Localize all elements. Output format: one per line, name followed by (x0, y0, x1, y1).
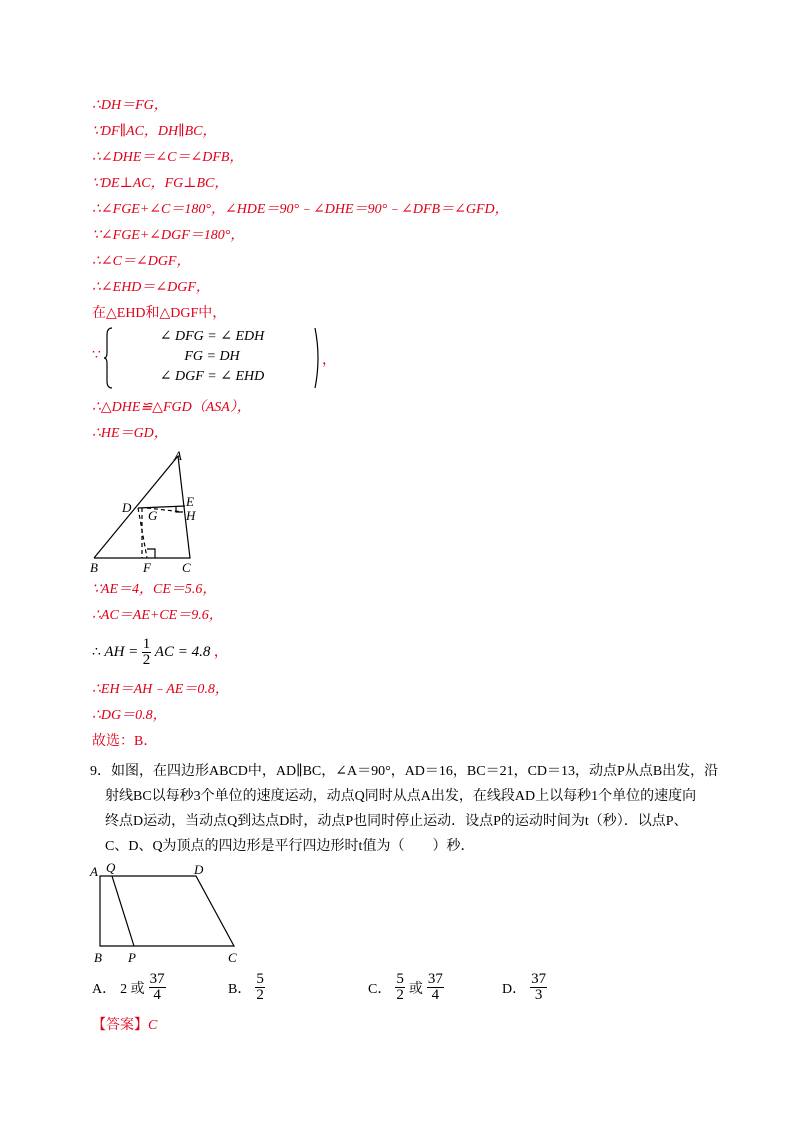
trapezoid-outline (100, 876, 234, 946)
answer-value: C (148, 1018, 158, 1033)
point-label: B (90, 560, 98, 575)
solution-line: ∴DH＝FG， (92, 98, 168, 113)
solution-line: ∵AE＝4，CE＝5.6， (92, 582, 217, 597)
point-label: G (148, 508, 158, 523)
solution-line: ∴△DHE≌△FGD（ASA）， (92, 400, 251, 415)
option-b[interactable]: B． $\frac{5}{2}$ (228, 971, 264, 1003)
system-row: ∠ DFG = ∠ EDH (159, 329, 265, 344)
point-label: D (122, 500, 132, 515)
question-9 (90, 759, 730, 859)
point-label: A (90, 864, 98, 879)
solution-line: ∴∠FGE+∠C＝180°，∠HDE＝90°﹣∠DHE＝90°﹣∠DFB＝∠GFD， (92, 202, 509, 217)
answer-line (92, 1016, 157, 1036)
because-symbol: ∵ (92, 348, 101, 363)
fraction-numerator: 1 (142, 636, 151, 653)
point-label: A (174, 448, 182, 463)
fraction: $\frac{37}{4}$ (427, 971, 443, 1003)
option-d[interactable]: D． $\frac{37}{3}$ (502, 971, 547, 1003)
fraction: $\frac{37}{3}$ (531, 971, 547, 1003)
solution-line: ∴AC＝AE+CE＝9.6， (92, 608, 223, 623)
point-label: E (186, 494, 194, 509)
question-number: 9． (90, 764, 111, 779)
solution-line: ∴∠EHD＝∠DGF， (92, 280, 210, 295)
solution-line: ∴HE＝GD， (92, 426, 168, 441)
question-line: 终点D运动，当动点Q到达点D时，动点P也同时停止运动．设点P的运动时间为t（秒）．以点P、 (105, 814, 688, 829)
point-label: D (194, 862, 204, 877)
right-paren (314, 327, 322, 389)
therefore-symbol: ∴ (92, 645, 101, 660)
solution-line: ∵DE⊥AC，FG⊥BC， (92, 176, 229, 191)
triangle-figure (88, 448, 228, 578)
option-a[interactable]: A． 2 或 $\frac{37}{4}$ (92, 971, 165, 1003)
fraction: $\frac{37}{4}$ (149, 971, 165, 1003)
question-line: 射线BC以每秒3个单位的速度运动，动点Q同时从点A出发，在线段AD上以每秒1个单位的速度向 (105, 789, 697, 804)
formula-lhs: AH = (104, 644, 139, 660)
system-rows (114, 327, 310, 387)
solution-line: ∵DF∥AC，DH∥BC， (92, 124, 217, 139)
solution-line: ∴∠DHE＝∠C＝∠DFB， (92, 150, 244, 165)
solution-line: ∴DG＝0.8， (92, 708, 167, 723)
point-label: F (143, 560, 151, 575)
fraction: $\frac{5}{2}$ (396, 971, 404, 1003)
point-label: C (182, 560, 191, 575)
solution-line: ∵∠FGE+∠DGF＝180°， (92, 228, 245, 243)
point-label: P (128, 950, 136, 965)
ah-formula (92, 636, 228, 670)
trapezoid-figure (88, 858, 248, 968)
point-label: H (186, 508, 196, 523)
solution-line: ∴∠C＝∠DGF， (92, 254, 191, 269)
question-line: 9．如图，在四边形ABCD中，AD∥BC，∠A＝90°，AD＝16，BC＝21，CD＝13，动点P从点B出发，沿 (90, 764, 719, 779)
solution-line: 故选：B． (92, 734, 158, 749)
solution-line: ∴EH＝AH﹣AE＝0.8， (92, 682, 229, 697)
answer-bracket: 【答案】 (92, 1018, 148, 1033)
point-label: Q (106, 860, 116, 875)
question-line: C、D、Q为顶点的四边形是平行四边形时t值为（ ）秒． (105, 839, 475, 854)
fraction-denominator: 2 (142, 652, 151, 669)
point-label: C (228, 950, 237, 965)
system-row: FG = DH (184, 349, 240, 364)
fraction: $\frac{5}{2}$ (256, 971, 264, 1003)
system-row: ∠ DGF = ∠ EHD (159, 369, 265, 384)
point-label: B (94, 950, 102, 965)
formula-rhs: AC = 4.8 (154, 644, 211, 660)
system-suffix: ， (322, 353, 336, 368)
left-brace (104, 327, 114, 389)
option-c[interactable]: C． $\frac{5}{2}$ 或 $\frac{37}{4}$ (368, 971, 443, 1003)
solution-line: 在△EHD和△DGF中， (92, 306, 227, 321)
fraction (142, 637, 152, 668)
formula-suffix: ， (213, 645, 228, 660)
